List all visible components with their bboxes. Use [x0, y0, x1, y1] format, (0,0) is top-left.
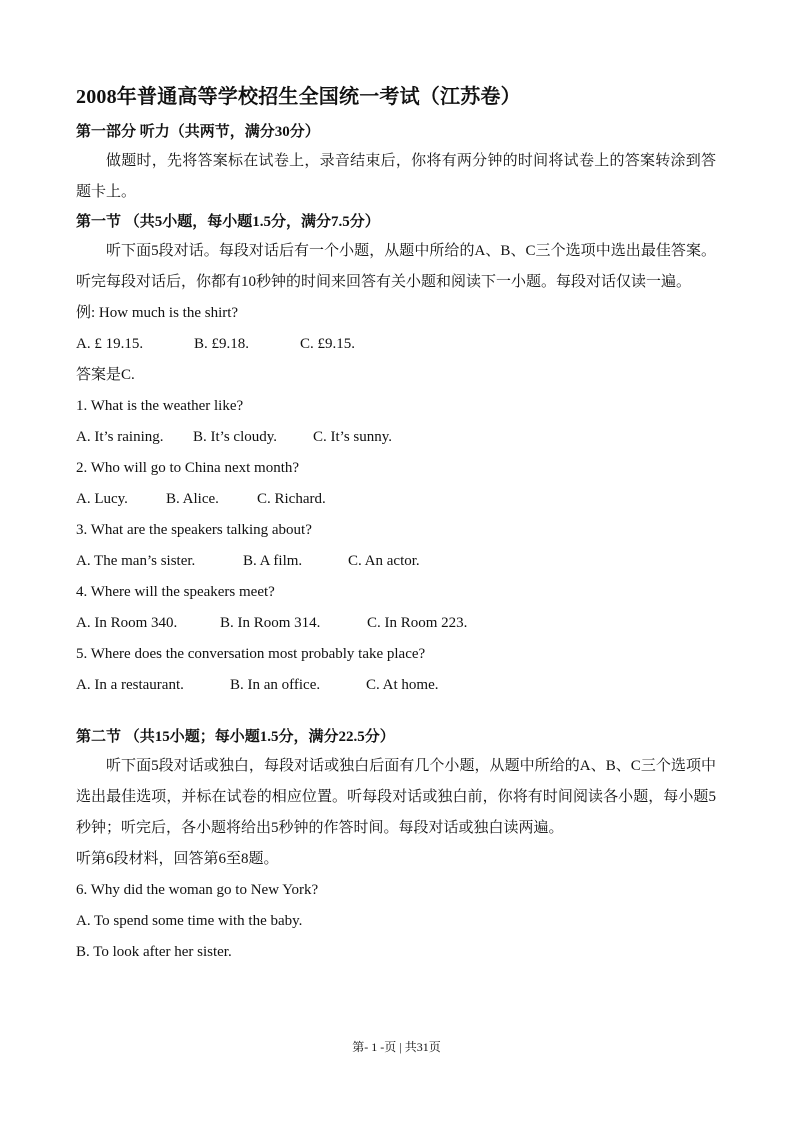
question-6: 6. Why did the woman go to New York?: [76, 882, 319, 898]
question-4-options: [76, 608, 716, 639]
option-a: A. £ 19.15.: [76, 336, 144, 352]
option-a: A. It’s raining.: [76, 429, 164, 445]
option-b: B. £9.18.: [194, 336, 250, 352]
section1-heading: 第一节 （共5小题，每小题1.5分，满分7.5分）: [76, 214, 380, 230]
part1-heading: 第一部分 听力（共两节，满分30分）: [76, 124, 320, 140]
exam-title: 2008年普通高等学校招生全国统一考试（江苏卷）: [76, 86, 521, 108]
option-b: B. In an office.: [230, 677, 321, 693]
option-b: B. In Room 314.: [220, 615, 321, 631]
option-c: C. In Room 223.: [367, 615, 468, 631]
page-footer: 第- 1 -页 | 共31页: [352, 1040, 441, 1054]
question-5-options: [76, 670, 716, 701]
option-b: B. It’s cloudy.: [193, 429, 278, 445]
example-options: [76, 329, 716, 360]
option-c: C. £9.15.: [300, 336, 356, 352]
question-3-options: [76, 546, 716, 577]
option-b: B. Alice.: [166, 491, 219, 507]
option-c: C. An actor.: [348, 553, 420, 569]
question-4: 4. Where will the speakers meet?: [76, 584, 275, 600]
part1-instruction: 做题时，先将答案标在试卷上，录音结束后，你将有两分钟的时间将试卷上的答案转涂到答题卡上。: [76, 153, 716, 200]
option-a: A. In a restaurant.: [76, 677, 184, 693]
option-a: A. In Room 340.: [76, 615, 178, 631]
option-c: C. It’s sunny.: [313, 429, 393, 445]
option-c: C. At home.: [366, 677, 439, 693]
example-answer: 答案是C.: [76, 367, 135, 383]
example-question: 例: How much is the shirt?: [76, 305, 239, 321]
option-b: B. A film.: [243, 553, 303, 569]
question-6-option-b: B. To look after her sister.: [76, 944, 232, 960]
question-3: 3. What are the speakers talking about?: [76, 522, 312, 538]
spacer: [76, 701, 716, 723]
document-page: [76, 82, 716, 968]
section2-heading: 第二节 （共15小题；每小题1.5分，满分22.5分）: [76, 729, 395, 745]
option-c: C. Richard.: [257, 491, 326, 507]
section1-instruction: 听下面5段对话。每段对话后有一个小题，从题中所给的A、B、C三个选项中选出最佳答案。听完每段对话后，你都有10秒钟的时间来回答有关小题和阅读下一小题。每段对话仅读一遍。: [76, 243, 716, 290]
question-6-option-a: A. To spend some time with the baby.: [76, 913, 303, 929]
question-2-options: [76, 484, 716, 515]
section2-instruction: 听下面5段对话或独白，每段对话或独白后面有几个小题，从题中所给的A、B、C三个选项中选出最佳选项，并标在试卷的相应位置。听每段对话或独白前，你将有时间阅读各小题，每小题5秒钟；听完后，各小题将给出5秒钟的作答时间。每段对话或独白读两遍。: [76, 758, 716, 836]
question-2: 2. Who will go to China next month?: [76, 460, 300, 476]
question-1-options: [76, 422, 716, 453]
option-a: A. The man’s sister.: [76, 553, 196, 569]
question-5: 5. Where does the conversation most probably take place?: [76, 646, 426, 662]
question-1: 1. What is the weather like?: [76, 398, 244, 414]
material-note: 听第6段材料，回答第6至8题。: [76, 851, 279, 867]
option-a: A. Lucy.: [76, 491, 128, 507]
